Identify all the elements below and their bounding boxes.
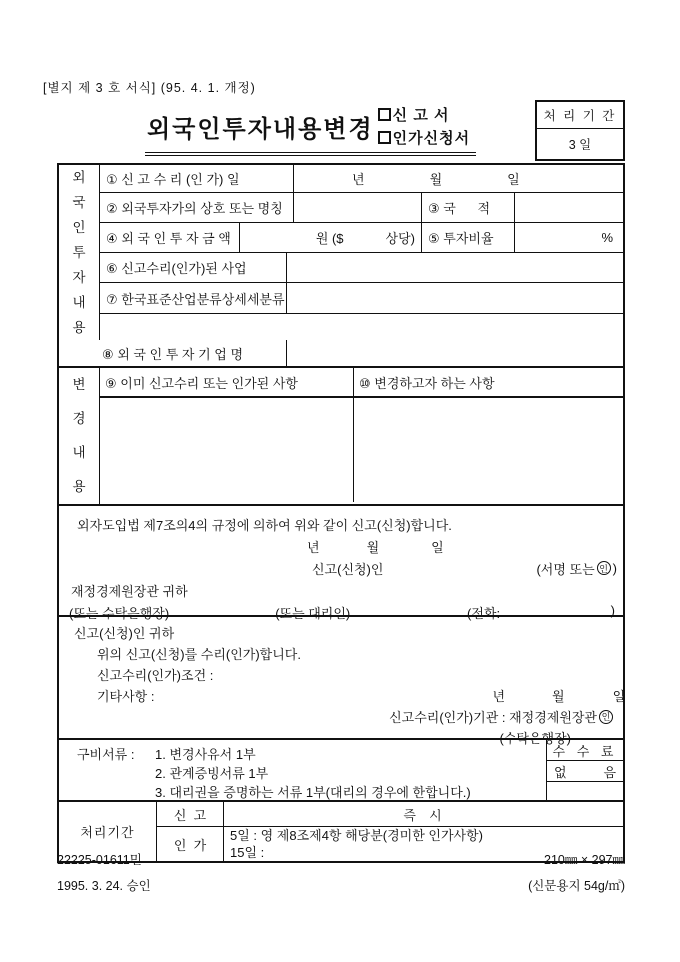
approval-date: 1995. 3. 24. 승인 xyxy=(57,879,151,893)
report-type-label: 신 고 xyxy=(157,802,224,826)
existing-matters-field[interactable] xyxy=(100,398,354,502)
approval-period-line1: 5일 : 영 제8조제4항 해당분(경미한 인가사항) xyxy=(230,828,483,843)
row-investor-name xyxy=(100,193,623,223)
paper-spec: (신문용지 54g/㎡) xyxy=(528,879,625,893)
title-row xyxy=(57,100,625,158)
authority-seal-icon: 인 xyxy=(599,710,613,724)
approval-line1: 신고(신청)인 귀하 xyxy=(74,626,175,641)
investor-name-label: ② 외국투자가의 상호 또는 명칭 xyxy=(100,193,294,222)
fee-value: 없 음 xyxy=(547,761,623,782)
approval-period-line2: 15일 : xyxy=(230,845,265,860)
addressee: 재정경제원장관 귀하 xyxy=(71,583,188,599)
changed-matters-field[interactable] xyxy=(354,398,623,502)
row-acceptance-date xyxy=(100,165,623,193)
approval-option xyxy=(378,127,470,148)
processing-detail-label: 처리기간 xyxy=(59,802,157,861)
nationality-field[interactable] xyxy=(515,193,623,222)
declaration-day-label: 일 xyxy=(431,539,444,555)
investment-section xyxy=(59,165,623,368)
addressee-alt: (또는 수탁은행장) xyxy=(69,605,170,621)
approval-section xyxy=(59,617,626,746)
other-matters-label: 기타사항 : xyxy=(97,689,155,704)
investment-ratio-label: ⑤ 투자비율 xyxy=(422,223,515,252)
row-company-name xyxy=(59,340,623,368)
paper-size: 210㎜ × 297㎜ xyxy=(544,853,625,867)
investment-amount-field[interactable]: 원 ($ 상당) xyxy=(240,223,422,252)
approval-day-label: 일 xyxy=(612,689,626,704)
investment-side-label: 외국인투자내용 xyxy=(59,165,100,340)
change-section xyxy=(59,368,623,506)
report-checkbox[interactable] xyxy=(378,108,391,121)
declaration-statement: 외자도입법 제7조의4의 규정에 의하여 위와 같이 신고(신청)합니다. xyxy=(77,517,452,533)
declaration-section xyxy=(59,506,623,621)
approval-year-label: 년 xyxy=(492,689,506,704)
report-option xyxy=(378,104,470,125)
accepted-business-field[interactable] xyxy=(287,253,623,282)
row-accepted-business xyxy=(100,253,623,283)
form-footer xyxy=(57,850,625,894)
phone-field[interactable]: (전화: ) xyxy=(467,602,615,621)
documents-section xyxy=(59,740,623,802)
approval-month-label: 월 xyxy=(552,689,565,704)
agent-label: (또는 대리인) xyxy=(275,605,351,621)
form-title-block xyxy=(145,104,476,156)
approval-type-label: 인 가 xyxy=(157,827,224,861)
applicant-label: 신고(신청)인 xyxy=(312,561,384,577)
approval-conditions-label: 신고수리(인가)조건 : xyxy=(97,668,214,683)
acceptance-date-label: ① 신 고 수 리 (인 가) 일 xyxy=(100,165,294,192)
report-period-value: 즉 시 xyxy=(403,807,444,823)
declaration-month-label: 월 xyxy=(366,539,380,555)
row-investment-amount xyxy=(100,223,623,253)
nationality-label: ③ 국 적 xyxy=(422,193,515,222)
company-name-field[interactable] xyxy=(287,340,623,366)
accepted-business-label: ⑥ 신고수리(인가)된 사업 xyxy=(100,253,287,282)
declaration-year-label: 년 xyxy=(307,539,320,555)
approval-checkbox[interactable] xyxy=(378,131,391,144)
processing-report-row xyxy=(157,802,623,827)
form-title: 외국인투자내용변경 xyxy=(147,115,374,143)
seal-icon: 인 xyxy=(597,561,611,575)
fee-title: 수 수 료 xyxy=(547,740,623,761)
investment-amount-label: ④ 외 국 인 투 자 금 액 xyxy=(100,223,240,252)
industry-class-label: ⑦ 한국표준산업분류상세세분류 xyxy=(100,283,287,313)
form-table xyxy=(57,163,625,863)
fee-box xyxy=(546,740,623,800)
processing-period-title: 처 리 기 간 xyxy=(537,102,623,129)
doc-type-options xyxy=(378,104,470,148)
industry-class-field[interactable] xyxy=(287,283,623,313)
changed-matters-header: ⑩ 변경하고자 하는 사항 xyxy=(359,375,495,391)
approval-authority: 신고수리(인가)기관 : 재정경제원장관 인 xyxy=(59,706,623,727)
processing-period-value: 3 일 xyxy=(568,138,592,152)
document-item: 2. 관계증빙서류 1부 xyxy=(155,766,269,781)
documents-label: 구비서류 : xyxy=(77,747,135,762)
row-industry-class xyxy=(100,283,623,314)
authority-sub: (수탁은행장) xyxy=(499,731,571,746)
report-option-label: 신 고 서 xyxy=(392,107,450,124)
signature-note: (서명 또는 인 ) xyxy=(536,560,617,577)
acceptance-date-field[interactable]: 년 월 일 xyxy=(352,172,520,187)
form-reference: [별지 제 3 호 서식] (95. 4. 1. 개정) xyxy=(43,81,256,95)
existing-matters-header: ⑨ 이미 신고수리 또는 인가된 사항 xyxy=(100,368,354,396)
processing-period-box xyxy=(535,100,625,161)
fee-empty-cell xyxy=(547,782,623,800)
change-side-label: 변경내용 xyxy=(59,368,100,504)
investor-name-field[interactable] xyxy=(294,193,422,222)
investment-ratio-field[interactable]: % xyxy=(601,230,613,245)
document-number: 22225-01611민 xyxy=(57,853,142,867)
approval-option-label: 인가신청서 xyxy=(392,130,471,147)
approval-line2: 위의 신고(신청)를 수리(인가)합니다. xyxy=(97,647,301,662)
company-name-label: ⑧ 외 국 인 투 자 기 업 명 xyxy=(59,340,287,366)
document-item: 3. 대리권을 증명하는 서류 1부(대리의 경우에 한합니다.) xyxy=(155,785,471,800)
document-item: 1. 변경사유서 1부 xyxy=(155,747,256,762)
